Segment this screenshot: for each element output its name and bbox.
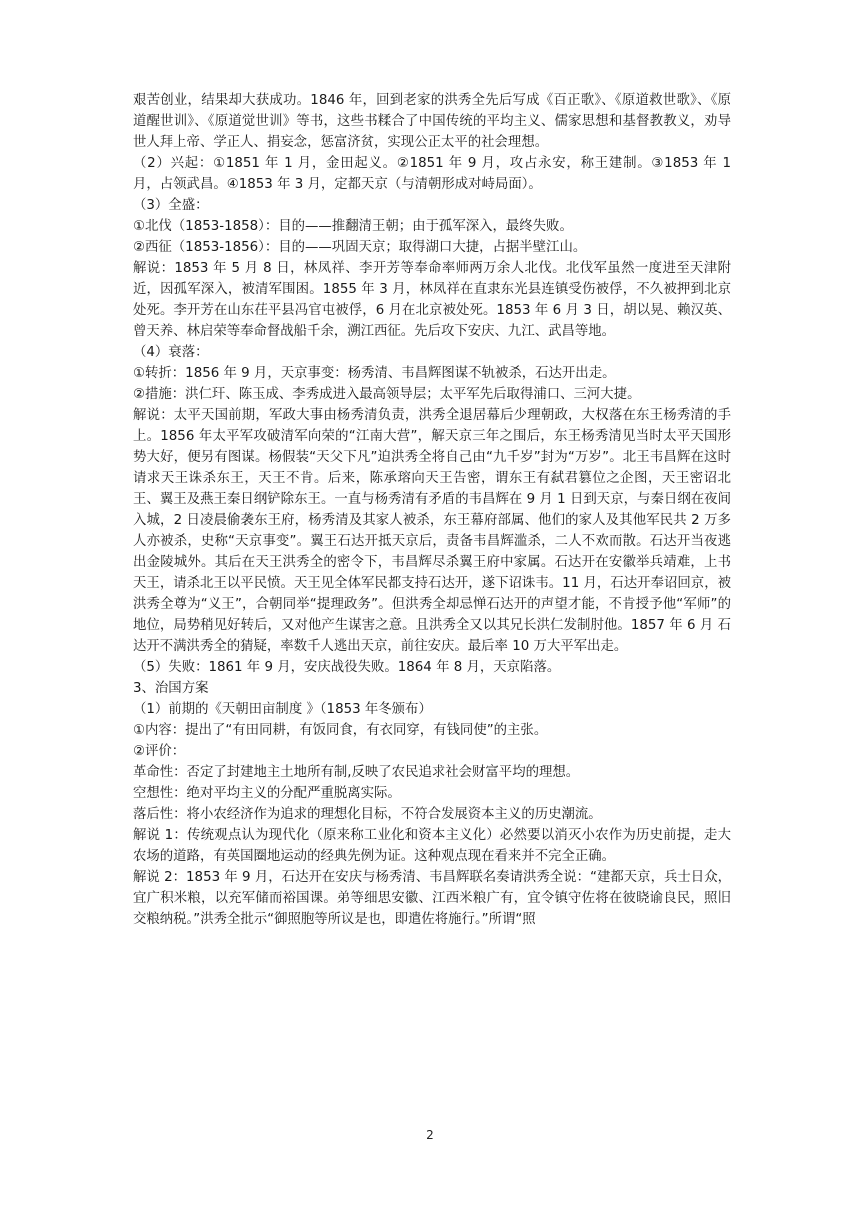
page-content bbox=[133, 90, 731, 930]
paragraph: 空想性：绝对平均主义的分配严重脱离实际。 bbox=[133, 786, 401, 801]
paragraph: （2）兴起：①1851 年 1 月，金田起义。②1851 年 9 月，攻占永安，称王建制。③1853 年 1 月，占领武昌。④1853 年 3 月，定都天京（与清朝形成对峙局面）。 bbox=[133, 156, 731, 192]
paragraph: 艰苦创业，结果却大获成功。1846 年，回到老家的洪秀全先后写成《百正歌》、《原道救世歌》、《原道醒世训》、《原道觉世训》等书，这些书糅合了中国传统的平均主义、儒家思想和基督教教义，劝导世人拜上帝、学正人、捐妄念，惩富济贫，实现公正太平的社会理想。 bbox=[133, 93, 731, 150]
section-heading: 3、治国方案 bbox=[133, 681, 209, 696]
page-number: 2 bbox=[426, 1128, 434, 1142]
paragraph: ②评价： bbox=[133, 744, 186, 759]
paragraph: ①转折：1856 年 9 月，天京事变：杨秀清、韦昌辉图谋不轨被杀，石达开出走。 bbox=[133, 366, 616, 381]
paragraph: ②西征（1853-1856）：目的——巩固天京；取得湖口大捷，占据半壁江山。 bbox=[133, 240, 587, 255]
paragraph: 落后性：将小农经济作为追求的理想化目标，不符合发展资本主义的历史潮流。 bbox=[133, 807, 602, 822]
paragraph: ①北伐（1853-1858）：目的——推翻清王朝；由于孤军深入，最终失败。 bbox=[133, 219, 573, 234]
paragraph: 解说 1：传统观点认为现代化（原来称工业化和资本主义化）必然要以消灭小农作为历史前提，走大农场的道路，有英国圈地运动的经典先例为证。这种观点现在看来并不完全正确。 bbox=[133, 828, 731, 864]
paragraph: 解说：1853 年 5 月 8 日，林凤祥、李开芳等奉命率师两万余人北伐。北伐军虽然一度进至天津附近，因孤军深入，被清军围困。1855 年 3 月，林凤祥在直隶东光县连镇受伤被俘，不久被押到北京处死。李开芳在山东茌平县冯官屯被俘，6 月在北京被处死。1853 年 6 月 3 日，胡以晃、赖汉英、曾天养、林启荣等奉命督战船千余，溯江西征。先后攻下安庆、九江、武昌等地。 bbox=[133, 261, 731, 339]
paragraph: 解说 2：1853 年 9 月，石达开在安庆与杨秀清、韦昌辉联名奏请洪秀全说：“建都天京，兵士日众，宜广积米粮，以充军储而裕国课。弟等细思安徽、江西米粮广有，宜令镇守佐将在彼晓谕良民，照旧交粮纳税。”洪秀全批示“御照胞等所议是也，即遣佐将施行。”所谓“照 bbox=[133, 870, 731, 927]
paragraph: ①内容：提出了“有田同耕，有饭同食，有衣同穿，有钱同使”的主张。 bbox=[133, 723, 548, 738]
subsection-heading: （1）前期的《天朝田亩制度 》（1853 年冬颁布） bbox=[133, 702, 432, 717]
paragraph: 解说：太平天国前期，军政大事由杨秀清负责，洪秀全退居幕后少理朝政，大权落在东王杨秀清的手上。1856 年太平军攻破清军向荣的“江南大营”，解天京三年之围后，东王杨秀清见当时太平天国形势大好，便另有图谋。杨假装“天父下凡”迫洪秀全将自己由“九千岁”封为“万岁”。北王韦昌辉在这时请求天王诛杀东王，天王不肯。后来，陈承瑢向天王告密，谓东王有弑君篡位之企图，天王密诏北王、翼王及燕王秦日纲铲除东王。一直与杨秀清有矛盾的韦昌辉在 9 月 1 日到天京，与秦日纲在夜间入城，2 日凌晨偷袭东王府，杨秀清及其家人被杀，东王幕府部属、他们的家人及其他军民共 2 万多人亦被杀，史称“天京事变”。翼王石达开抵天京后，责备韦昌辉滥杀，二人不欢而散。石达开当夜逃出金陵城外。其后在天王洪秀全的密令下，韦昌辉尽杀翼王府中家属。石达开在安徽举兵靖难，上书天王，请杀北王以平民愤。天王见全体军民都支持石达开，遂下诏诛韦。11 月，石达开奉诏回京，被洪秀全尊为“义王”，合朝同举“提理政务”。但洪秀全却忌惮石达开的声望才能，不肯授予他“军师”的地位，局势稍见好转后，又对他产生谋害之意。且洪秀全又以其兄长洪仁发制肘他。1857 年 6 月 石达开不满洪秀全的猜疑，率数千人逃出天京，前往安庆。最后率 10 万大平军出走。 bbox=[133, 408, 731, 654]
paragraph: 革命性：否定了封建地主土地所有制,反映了农民追求社会财富平均的理想。 bbox=[133, 765, 580, 780]
section-heading: （4）衰落： bbox=[133, 345, 209, 360]
paragraph: ②措施：洪仁玕、陈玉成、李秀成进入最高领导层；太平军先后取得浦口、三河大捷。 bbox=[133, 387, 641, 402]
paragraph: （5）失败：1861 年 9 月，安庆战役失败。1864 年 8 月，天京陷落。 bbox=[133, 660, 561, 675]
section-heading: （3）全盛： bbox=[133, 198, 209, 213]
